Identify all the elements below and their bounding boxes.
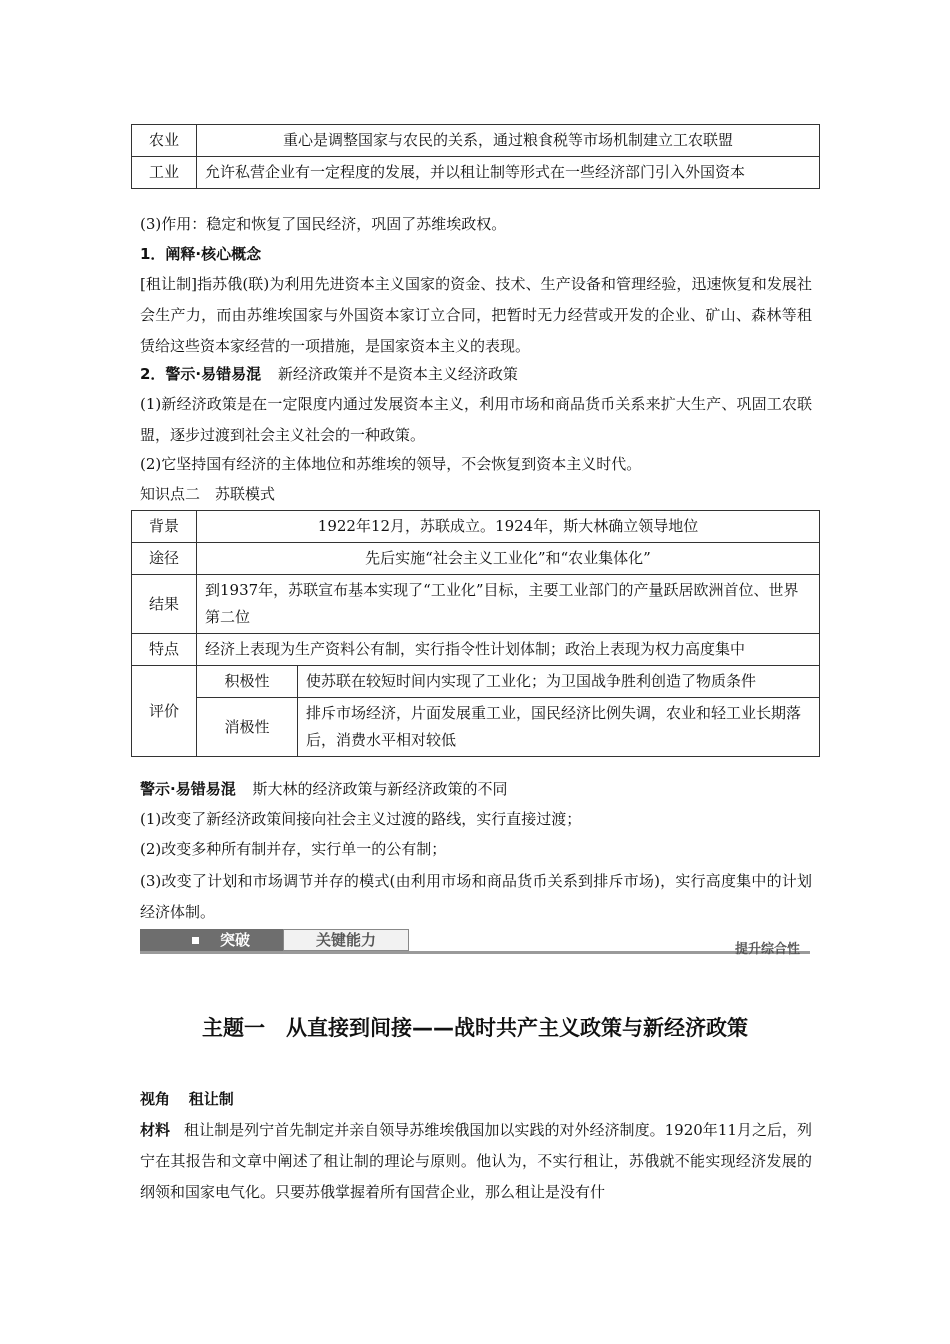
banner-light-label: 关键能力 — [283, 929, 409, 951]
policy-table — [131, 124, 820, 189]
row-text-industry: 允许私营企业有一定程度的发展，并以租让制等形式在一些经济部门引入外国资本 — [197, 157, 820, 189]
cell-background: 1922年12月，苏联成立。1924年，斯大林确立领导地位 — [197, 511, 820, 543]
warning2-point-3: (3)改变了计划和市场调节并存的模式(由利用市场和商品货币关系到排斥市场)，实行高度集中的计划经济体制。 — [140, 872, 812, 921]
table-row — [132, 634, 820, 666]
concept-heading: 1．阐释·核心概念 — [140, 245, 262, 263]
row-label-industry: 工业 — [132, 157, 197, 189]
material-label: 材料 — [140, 1121, 171, 1139]
square-icon — [192, 937, 199, 944]
material-text: 租让制是列宁首先制定并亲自领导苏维埃俄国加以实践的对外经济制度。1920年11月之后，列宁在其报告和文章中阐述了租让制的理论与原则。他认为，不实行租让，苏俄就不能实现经济发展的纲领和国家电气化。只要苏俄掌握着所有国营企业，那么租让是没有什 — [140, 1121, 812, 1201]
banner-rule — [140, 951, 810, 954]
table-row — [132, 511, 820, 543]
table-row — [132, 543, 820, 575]
warning1-point-1: (1)新经济政策是在一定限度内通过发展资本主义，利用市场和商品货币关系来扩大生产、巩固工农联盟，逐步过渡到社会主义社会的一种政策。 — [140, 395, 812, 444]
warning2-line — [140, 775, 820, 804]
warning1-line — [140, 360, 820, 389]
cell-negative: 排斥市场经济，片面发展重工业，国民经济比例失调，农业和轻工业长期落后，消费水平相对较低 — [298, 698, 820, 757]
table-row — [132, 666, 820, 698]
warning1-point-2: (2)它坚持国有经济的主体地位和苏维埃的领导，不会恢复到资本主义时代。 — [140, 455, 642, 473]
soviet-model-table — [131, 510, 820, 757]
warning1-subtitle: 新经济政策并不是资本主义经济政策 — [277, 365, 518, 383]
row-label-agriculture: 农业 — [132, 125, 197, 157]
label-evaluation: 评价 — [132, 666, 197, 757]
banner-dark-label: 突破 — [220, 931, 251, 949]
cell-path: 先后实施“社会主义工业化”和“农业集体化” — [197, 543, 820, 575]
material-paragraph — [140, 1115, 812, 1208]
angle-label: 视角 — [140, 1090, 171, 1108]
knowledge-point-2: 知识点二 苏联模式 — [140, 485, 276, 503]
warning2-point-1: (1)改变了新经济政策间接向社会主义过渡的路线，实行直接过渡； — [140, 810, 582, 828]
effect-text: (3)作用：稳定和恢复了国民经济，巩固了苏维埃政权。 — [140, 215, 507, 233]
concept-text: [租让制]指苏俄(联)为利用先进资本主义国家的资金、技术、生产设备和管理经验，迅速恢复和发展社会生产力，而由苏维埃国家与外国资本家订立合同，把暂时无力经营或开发的企业、矿山、森林等租赁给这些资本家经营的一项措施，是国家资本主义的表现。 — [140, 275, 812, 355]
warning2-heading: 警示·易错易混 — [140, 780, 236, 798]
banner-right-label: 提升综合性 — [734, 942, 800, 957]
cell-feature: 经济上表现为生产资料公有制，实行指令性计划体制；政治上表现为权力高度集中 — [197, 634, 820, 666]
angle-text: 租让制 — [188, 1090, 234, 1108]
table-row — [132, 575, 820, 634]
section-banner — [140, 929, 810, 955]
topic-title: 主题一 从直接到间接——战时共产主义政策与新经济政策 — [202, 1016, 748, 1040]
label-positive: 积极性 — [197, 666, 298, 698]
warning2-point-2: (2)改变多种所有制并存，实行单一的公有制； — [140, 840, 447, 858]
table-row — [132, 157, 820, 189]
table-row — [132, 698, 820, 757]
label-background: 背景 — [132, 511, 197, 543]
banner-dark-tab — [140, 929, 283, 951]
cell-positive: 使苏联在较短时间内实现了工业化；为卫国战争胜利创造了物质条件 — [298, 666, 820, 698]
label-negative: 消极性 — [197, 698, 298, 757]
warning2-subtitle: 斯大林的经济政策与新经济政策的不同 — [252, 780, 508, 798]
label-path: 途径 — [132, 543, 197, 575]
label-feature: 特点 — [132, 634, 197, 666]
warning1-heading: 2．警示·易错易混 — [140, 365, 262, 383]
table-row — [132, 125, 820, 157]
label-result: 结果 — [132, 575, 197, 634]
row-text-agriculture: 重心是调整国家与农民的关系，通过粮食税等市场机制建立工农联盟 — [197, 125, 820, 157]
cell-result: 到1937年，苏联宣布基本实现了“工业化”目标，主要工业部门的产量跃居欧洲首位、世界第二位 — [197, 575, 820, 634]
angle-line — [140, 1085, 820, 1114]
